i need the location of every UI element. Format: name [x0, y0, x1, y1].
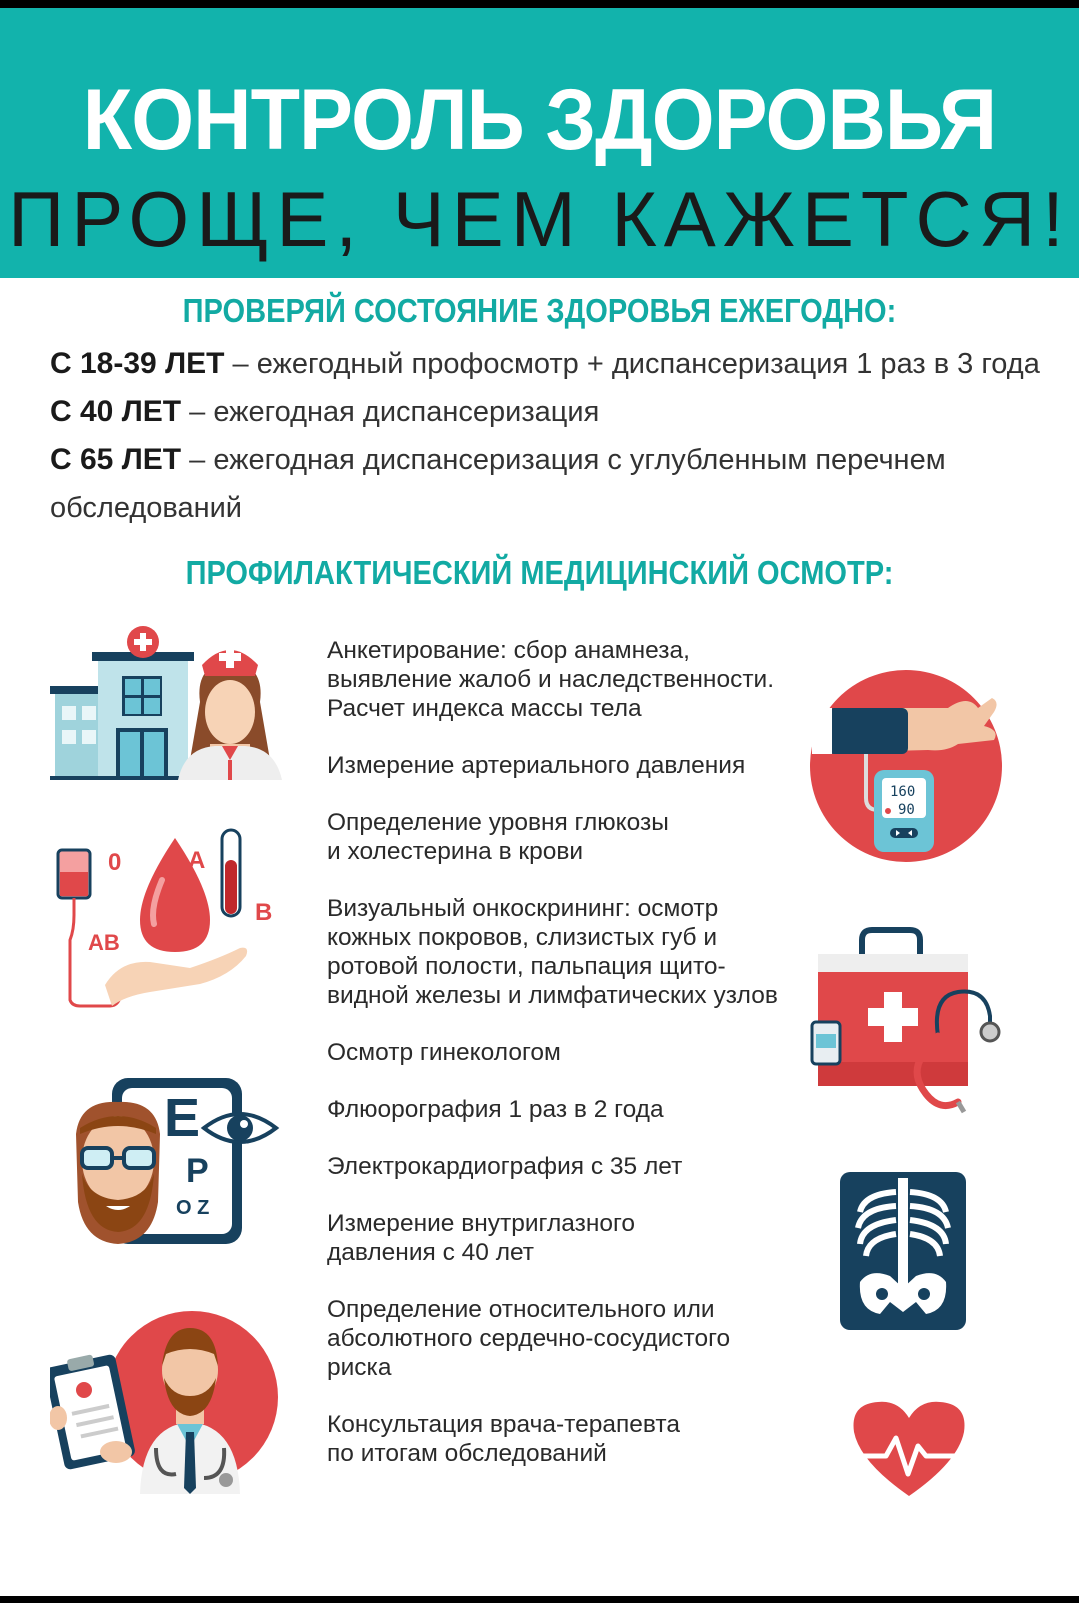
yearly-heading: ПРОВЕРЯЙ СОСТОЯНИЕ ЗДОРОВЬЯ ЕЖЕГОДНО:: [182, 292, 897, 329]
exam-item: Консультация врача-терапевта по итогам обследований: [327, 1411, 680, 1467]
exam-item: Визуальный онкоскрининг: осмотр кожных покровов, слизистых губ и ротовой полости, пальпация щито- видной железы и лимфатических узлов: [327, 895, 778, 1009]
blood-group-label: A: [188, 847, 206, 874]
exam-item: Определение относительного или абсолютного сердечно-сосудистого риска: [327, 1296, 731, 1381]
eye-chart-letter: E: [164, 1088, 201, 1148]
heart-pulse-icon: [850, 1398, 968, 1498]
age-label: С 40 ЛЕТ: [50, 395, 182, 428]
age-row: [50, 388, 1050, 436]
eye-exam-icon: [72, 1074, 284, 1250]
age-row: [50, 436, 1050, 532]
doctor-icon: [50, 1298, 282, 1494]
first-aid-kit-icon: [808, 926, 1008, 1118]
blood-group-label: AB: [88, 930, 120, 955]
exam-item: Измерение артериального давления: [327, 752, 746, 779]
age-label: С 65 ЛЕТ: [50, 443, 182, 476]
age-label: С 18-39 ЛЕТ: [50, 347, 225, 380]
age-text: – ежегодный профосмотр + диспансеризация 1 раз в 3 года: [224, 348, 1040, 380]
hospital-nurse-icon: [50, 620, 290, 785]
exam-item: Определение уровня глюкозы и холестерина в крови: [327, 809, 669, 865]
bp-systolic: 160: [890, 784, 916, 800]
checkup-heading: ПРОФИЛАКТИЧЕСКИЙ МЕДИЦИНСКИЙ ОСМОТР:: [185, 554, 894, 591]
exam-item: Измерение внутриглазного давления с 40 лет: [327, 1210, 635, 1266]
age-text: – ежегодная диспансеризация с углубленным перечнем обследований: [50, 444, 946, 524]
xray-icon: [840, 1172, 966, 1330]
exam-list: [327, 636, 817, 1496]
header-banner: [0, 8, 1079, 278]
age-row: [50, 340, 1050, 388]
blood-group-label: 0: [108, 849, 122, 876]
exam-item: Анкетирование: сбор анамнеза, выявление жалоб и наследственности. Расчет индекса массы тела: [327, 637, 775, 722]
poster: [0, 8, 1079, 1596]
exam-item: Флюорография 1 раз в 2 года: [327, 1096, 664, 1123]
exam-item: Электрокардиография с 35 лет: [327, 1153, 683, 1180]
bp-diastolic: 90: [898, 802, 915, 818]
eye-chart-letter: P: [186, 1152, 209, 1190]
eye-chart-letter: O Z: [176, 1197, 210, 1219]
page-title: КОНТРОЛЬ ЗДОРОВЬЯ: [82, 72, 997, 168]
blood-group-label: B: [255, 899, 273, 926]
blood-pressure-icon: [808, 668, 1004, 864]
exam-item: Осмотр гинекологом: [327, 1039, 561, 1066]
page-subtitle: ПРОЩЕ, ЧЕМ КАЖЕТСЯ!: [8, 175, 1071, 263]
blood-donation-icon: [50, 820, 285, 1010]
age-schedule: [50, 340, 1050, 532]
age-text: – ежегодная диспансеризация: [181, 396, 600, 428]
